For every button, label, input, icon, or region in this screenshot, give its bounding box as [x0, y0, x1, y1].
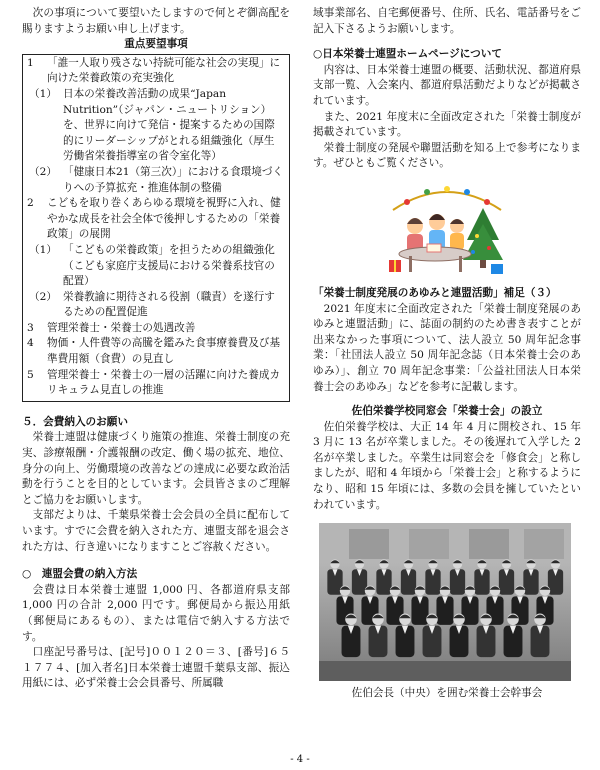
priority-item-text: 物価・人件費等の高騰を鑑みた食事療養費及び基準費用額（食費）の見直し	[47, 337, 281, 366]
priority-item	[27, 56, 285, 87]
priority-title: 重点要望事項	[124, 38, 188, 51]
priority-item-number: （2）	[29, 165, 57, 178]
group-photo-image	[319, 523, 571, 681]
continued-paragraph: 域事業部名、自宅郵便番号、住所、氏名、電話番号をご記入下さるようお願いします。	[313, 7, 581, 35]
saeki-heading: 佐伯栄養学校同窓会「栄養士会」の設立	[351, 405, 543, 418]
priority-item	[27, 368, 285, 399]
priority-item-text: 栄養教諭に期待される役割（職責）を遂行するための配置促進	[63, 290, 275, 319]
section5-heading: ５．会費納入のお願い	[22, 415, 128, 428]
priority-item-text: 管理栄養士・栄養士の処遇改善	[47, 321, 196, 334]
saeki-paragraph: 佐伯栄養学校は、大正 14 年 4 月に開校され、15 年 3 月に 13 名が卒業しました。その後遅れて入学した 2 名が卒業しました。卒業生は同窓会を「修食会」と称しましたが、昭和 4 年頃から「栄養士会」と称するようになり、昭和 15 年頃には、多数の会員を擁していたといわれています。	[313, 420, 581, 511]
priority-item-number: （2）	[29, 290, 57, 303]
section5-paragraph-2: 支部だよりは、千葉県栄養士会会員の全員に配布しています。すでに会費を納入された方、連盟支部を退会された方は、行き違いになりますことご容赦ください。	[22, 509, 290, 553]
priority-item-text: 日本の栄養改善活動の成果“Japan Nutrition”（ジャパン・ニュートリション）を、世界に向けて発信・提案するための国際的にリーダーシップがとれる組織強化（厚生労働省栄養指導室の省令室化等）	[63, 87, 275, 163]
priority-item-number: 5	[27, 368, 34, 381]
intro-paragraph: 次の事項について要望いたしますので何とぞ御高配を賜りますようお願い申し上げます。	[22, 7, 290, 35]
fee-paragraph-2: 口座記号番号は、[記号]００１２０＝３、[番号]６５１７７４、[加入者名]日本栄養士連盟千葉県支部、振込用紙には、必ず栄養士会会員番号、所属職	[22, 646, 290, 690]
fee-paragraph-1: 会費は日本栄養士連盟 1,000 円、各都道府県支部 1,000 円の合計 2,000 円です。郵便局から振込用紙（郵便局にあるもの）、または電信で納入する方法です。	[22, 583, 290, 643]
priority-item-number: 3	[27, 321, 34, 334]
priority-item	[27, 336, 285, 367]
right-column	[313, 6, 581, 702]
left-column	[22, 6, 290, 692]
fee-heading: ○ 連盟会費の納入方法	[22, 568, 138, 581]
priority-item	[27, 196, 285, 243]
priority-item-text: こどもを取り巻くあらゆる環境を視野に入れ、健やかな成長を社会全体で後押しするための「栄養政策」の展開	[47, 197, 281, 241]
photo-caption: 佐伯会長（中央）を囲む栄養士会幹事会	[351, 687, 543, 700]
homepage-paragraph-3: 栄養士制度の発展や聯盟活動を知る上で参考になります。ぜひともご覧ください。	[313, 141, 581, 170]
priority-item-number: 4	[27, 337, 34, 350]
homepage-heading: ○日本栄養士連盟ホームページについて	[313, 48, 502, 61]
group-photo	[319, 523, 571, 681]
priority-item-number: （1）	[29, 243, 57, 256]
priority-item-text: 「誰一人取り残さない持続可能な社会の実現」に向けた栄養政策の充実強化	[47, 56, 281, 85]
section5-paragraph-1: 栄養士連盟は健康づくり施策の推進、栄養士制度の充実、診療報酬・介護報酬の改定、働く場の拡充、地位、身分の向上、労働環境の改善などの達成に必要な政治活動を行うことを目的としています。会員皆さまのご理解とご協力をお願いします。	[22, 431, 290, 506]
priority-item-text: 「こどもの栄養政策」を担うための組織強化（こども家庭庁支援局における栄養系技官の配置）	[63, 243, 275, 288]
priority-item	[27, 290, 285, 321]
priority-item-number: 1	[27, 56, 34, 69]
page-number: - 4 -	[290, 754, 310, 765]
priority-requests-box	[22, 54, 290, 402]
homepage-paragraph-2: また、2021 年度末に全面改定された「栄養士制度が掲載されています。	[313, 110, 581, 139]
priority-item-number: 2	[27, 197, 34, 210]
priority-item	[27, 165, 285, 196]
christmas-party-icon	[387, 180, 507, 276]
christmas-illustration	[387, 180, 507, 276]
homepage-paragraph-1: 内容は、日本栄養士連盟の概要、活動状況、都道府県支部一覧、入会案内、都道府県活動だよりなどが掲載されています。	[313, 63, 581, 107]
priority-item-number: （1）	[29, 87, 57, 100]
priority-item-text: 管理栄養士・栄養士の一層の活躍に向けた養成カリキュラム見直しの推進	[47, 368, 281, 397]
history-heading: 「栄養士制度発展のあゆみと連盟活動」補足（３）	[313, 286, 557, 299]
priority-item	[27, 87, 285, 165]
priority-item	[27, 243, 285, 290]
priority-item	[27, 321, 285, 337]
priority-item-text: 「健康日本21（第三次）」における食環境づくりへの予算拡充・推進体制の整備	[63, 165, 284, 194]
history-paragraph: 2021 年度末に全面改定された「栄養士制度発展のあゆみと連盟活動」に、誌面の制約のため書き表すことが出来なかった事項について、法人設立 50 周年記念事業：「社団法人設立 50 周年記念誌（日本栄養士会のあゆみ）」、創立 70 周年記念事業：「公益社団法人日本栄養士会のあゆみ」などを参考に記載します。	[313, 302, 581, 393]
